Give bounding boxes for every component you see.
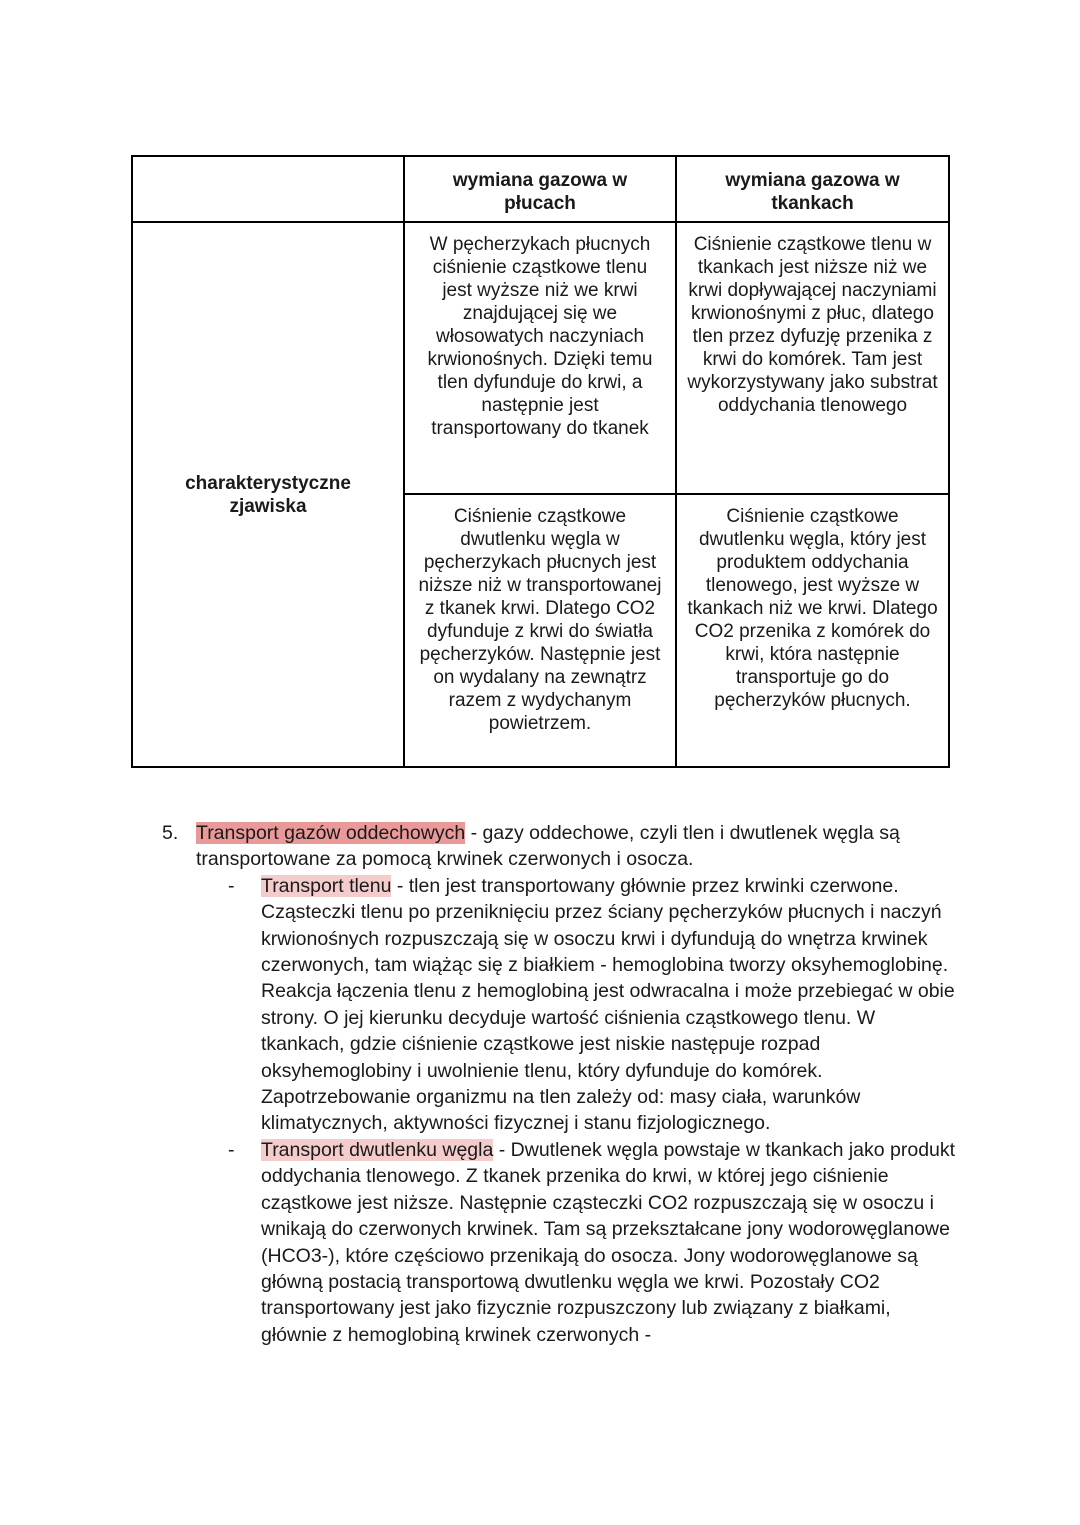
table-header-row — [132, 156, 949, 222]
bullet-oxygen-transport — [160, 873, 960, 1137]
row-label: charakterystyczne zjawiska — [132, 222, 404, 767]
section-gas-transport — [160, 820, 960, 1348]
bullet-text: - tlen jest transportowany głównie przez krwinki czerwone. Cząsteczki tlenu po przeniknięciu przez ściany pęcherzyków płucnych i naczyń krwionośnych rozpuszczają się w osoczu krwi i dyfundują do wnętrza krwinek czerwonych, tam wiążąc się z białkiem - hemoglobina tworzy oksyhemoglobinę. Reakcja łączenia tlenu z hemoglobiną jest odwracalna i może przebiegać w obie strony. O jej kierunku decyduje wartość ciśnienia cząstkowego tlenu. W tkankach, gdzie ciśnienie cząstkowe jest niskie następuje rozpad oksyhemoglobiny i uwolnienie tlenu, który dyfunduje do komórek. Zapotrzebowanie organizmu na tlen zależy od: masy ciała, warunków klimatycznych, aktywności fizycznej i stanu fizjologicznego. — [261, 874, 955, 1135]
gas-exchange-table — [131, 155, 950, 768]
bullet-title: Transport dwutlenku węgla — [261, 1138, 494, 1161]
table-row — [132, 222, 949, 494]
bullet-title: Transport tlenu — [261, 874, 392, 897]
bullet-dash: - — [228, 1138, 235, 1161]
cell-lungs-oxygen: W pęcherzykach płucnych ciśnienie cząstkowe tlenu jest wyższe niż we krwi znajdującej się we włosowatych naczyniach krwionośnych. Dzięki temu tlen dyfunduje do krwi, a następnie jest transportowany do tkanek — [404, 222, 676, 494]
header-empty-cell — [132, 156, 404, 222]
section-number: 5. — [162, 822, 179, 844]
bullet-co2-transport — [160, 1137, 960, 1348]
cell-tissues-oxygen: Ciśnienie cząstkowe tlenu w tkankach jest niższe niż we krwi dopływającej naczyniami krwionośnymi z płuc, dlatego tlen przez dyfuzję przenika z krwi do komórek. Tam jest wykorzystywany jako substrat oddychania tlenowego — [676, 222, 949, 494]
bullet-list — [160, 873, 960, 1348]
section-intro: - gazy oddechowe, czyli tlen i dwutlenek węgla są transportowane za pomocą krwinek czerwonych i osocza. — [196, 822, 900, 871]
bullet-text: - Dwutlenek węgla powstaje w tkankach jako produkt oddychania tlenowego. Z tkanek przenika do krwi, w której jego ciśnienie cząstkowe jest niższe. Następnie cząsteczki CO2 rozpuszczają się w osoczu i wnikają do czerwonych krwinek. Tam są przekształcane jony wodorowęglanowe (HCO3-), które częściowo przenikają do osocza. Jony wodorowęglanowe są główną postacią transportową dwutlenku węgla we krwi. Pozostały CO2 transportowany jest jako fizycznie rozpuszczony lub związany z białkami, głównie z hemoglobiną krwinek czerwonych - — [261, 1138, 956, 1346]
section-title: Transport gazów oddechowych — [196, 822, 466, 844]
header-lungs: wymiana gazowa w płucach — [404, 156, 676, 222]
cell-tissues-co2: Ciśnienie cząstkowe dwutlenku węgla, który jest produktem oddychania tlenowego, jest wyższe w tkankach niż we krwi. Dlatego CO2 przenika z komórek do krwi, która następnie transportuje go do pęcherzyków płucnych. — [676, 494, 949, 767]
header-tissues: wymiana gazowa w tkankach — [676, 156, 949, 222]
bullet-dash: - — [228, 874, 235, 897]
cell-lungs-co2: Ciśnienie cząstkowe dwutlenku węgla w pęcherzykach płucnych jest niższe niż w transportowanej z tkanek krwi. Dlatego CO2 dyfunduje z krwi do światła pęcherzyków. Następnie jest on wydalany na zewnątrz razem z wydychanym powietrzem. — [404, 494, 676, 767]
section-heading — [160, 820, 960, 873]
